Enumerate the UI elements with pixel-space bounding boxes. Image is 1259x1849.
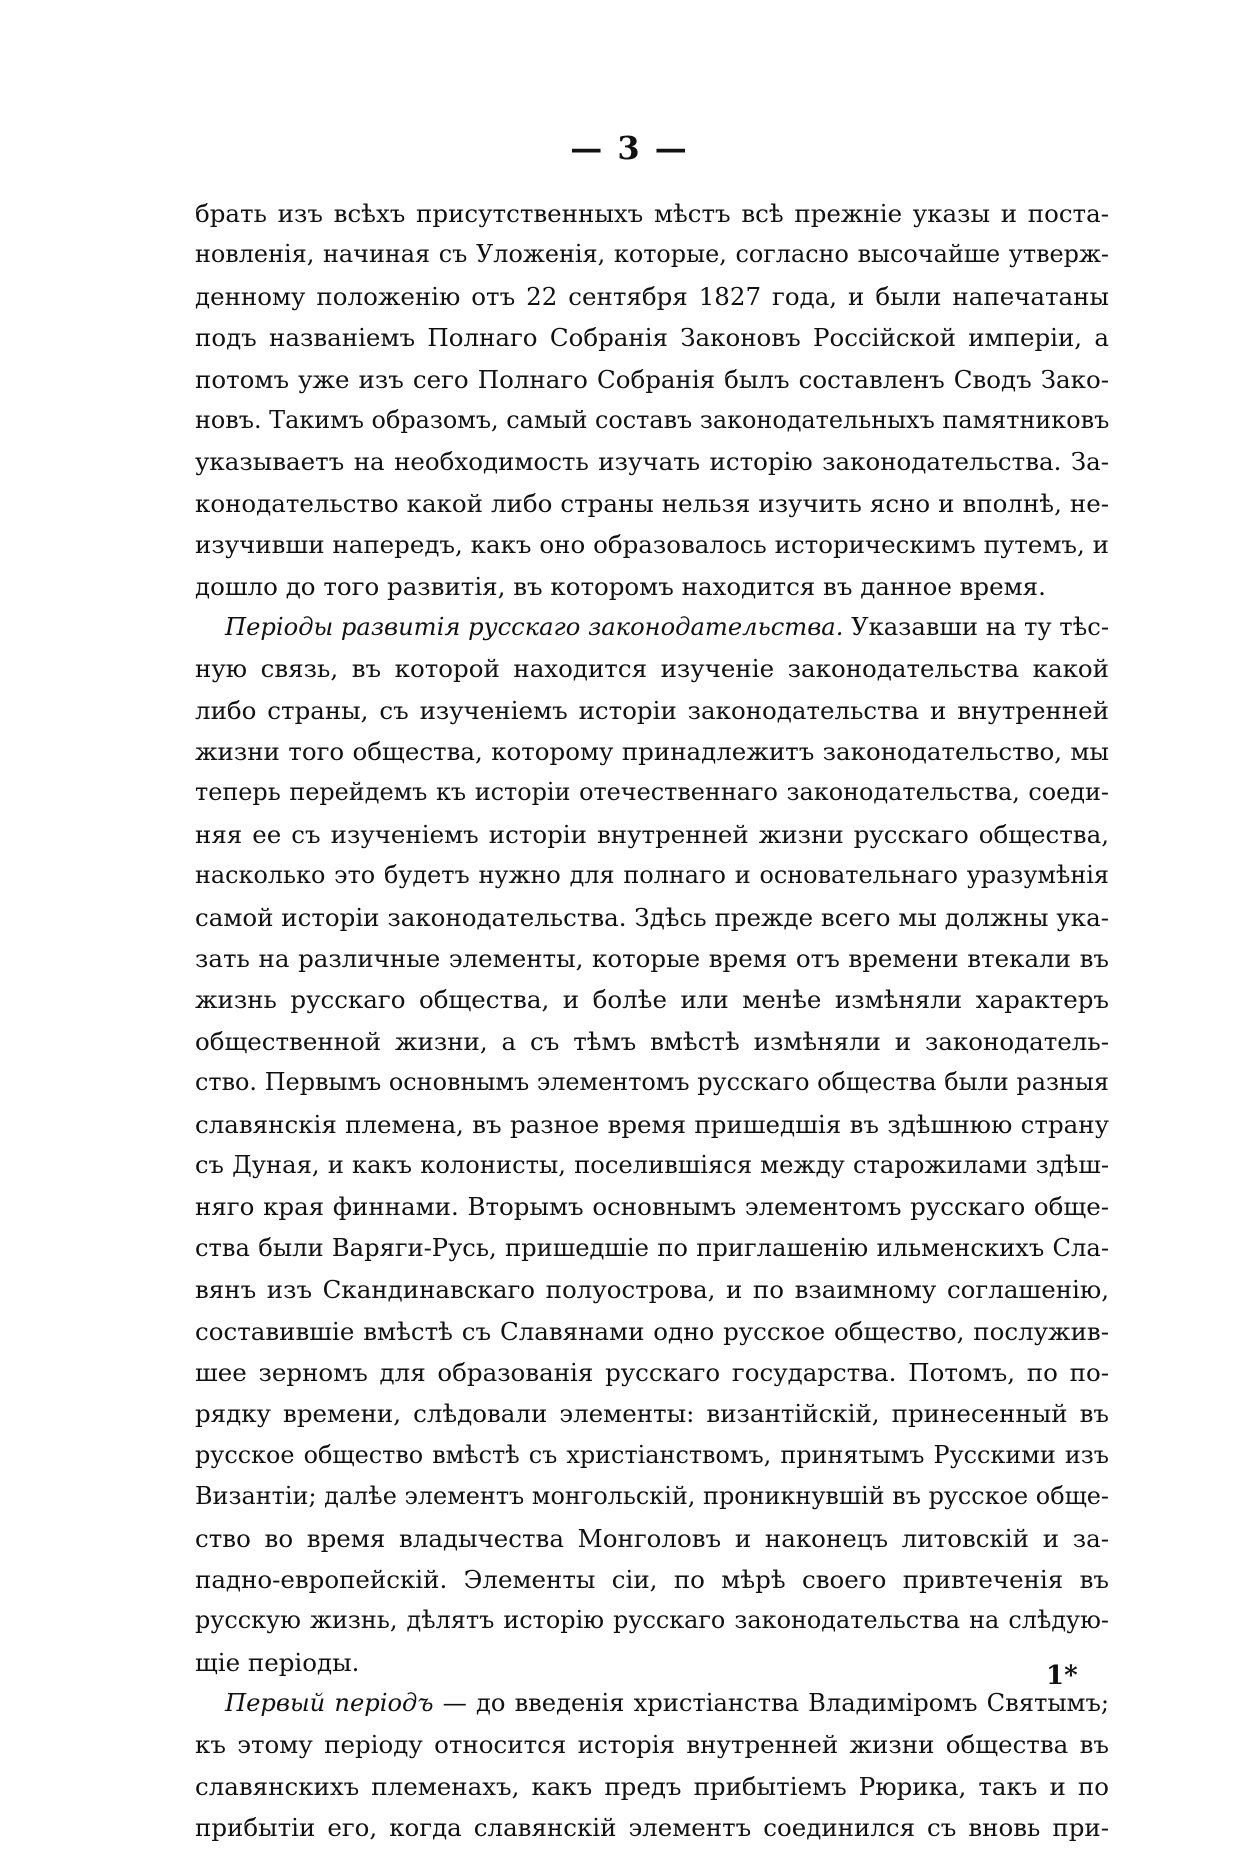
line-text: потомъ уже изъ сего Полнаго Собранія былъ составленъ Сводъ Зако- xyxy=(195,364,1109,394)
line-text: самой исторіи законодательства. Здѣсь прежде всего мы должны ука- xyxy=(195,902,1109,932)
line-text: либо страны, съ изученіемъ исторіи законодательства и внутренней xyxy=(195,695,1109,725)
text-line xyxy=(195,1104,1109,1145)
line-text: ство. Первымъ основнымъ элементомъ русскаго общества были разныя xyxy=(195,1068,1109,1097)
line-text: дошло до того развитія, въ которомъ находится въ данное время. xyxy=(195,571,1046,601)
text-line xyxy=(195,1228,1109,1269)
text-line xyxy=(195,1766,1109,1807)
line-text: ство во время владычества Монголовъ и наконецъ литовскій и за- xyxy=(195,1523,1109,1553)
text-line xyxy=(195,607,1109,648)
line-text: съ Дуная, и какъ колонисты, поселившіяся между старожилами здѣш- xyxy=(195,1150,1109,1179)
text-line xyxy=(195,1683,1109,1724)
line-text: зать на различные элементы, которые время отъ времени втекали въ xyxy=(195,944,1109,974)
line-text: ства были Варяги-Русь, пришедшіе по приглашенію ильменскихъ Сла- xyxy=(195,1233,1109,1262)
text-line xyxy=(195,1518,1109,1559)
text-line xyxy=(195,1021,1109,1062)
text-line xyxy=(195,1807,1109,1848)
line-text: насколько это будетъ нужно для полнаго и основательнаго уразумѣнія xyxy=(195,861,1109,890)
text-line xyxy=(195,1186,1109,1227)
italic-heading: Первый періодъ xyxy=(225,1689,434,1718)
text-line xyxy=(195,1352,1109,1393)
line-text: денному положенію отъ 22 сентября 1827 года, и были напечатаны xyxy=(195,281,1109,311)
line-text: новъ. Такимъ образомъ, самый составъ законодательныхъ памятниковъ xyxy=(195,405,1110,434)
line-text: русское общество вмѣстѣ съ христіанствомъ, принятымъ Русскими изъ xyxy=(195,1440,1109,1469)
line-text: падно-европейскій. Элементы сіи, по мѣрѣ своего привтеченія въ xyxy=(195,1564,1109,1594)
text-line xyxy=(195,938,1109,979)
line-text: прибытіи его, когда славянскій элементъ соединился съ вновь при- xyxy=(195,1813,1109,1843)
text-line xyxy=(195,1062,1109,1103)
line-text: составившіе вмѣстѣ съ Славянами одно русское общество, послужив- xyxy=(195,1316,1109,1346)
line-text: русскую жизнь, дѣлятъ исторію русскаго законодательства на слѣдую- xyxy=(195,1606,1109,1635)
text-line xyxy=(195,234,1109,275)
text-line xyxy=(195,566,1109,607)
text-line xyxy=(195,1476,1109,1517)
line-text: рядку времени, слѣдовали элементы: византійскій, принесенный въ xyxy=(195,1399,1109,1429)
text-line xyxy=(195,1435,1109,1476)
text-line xyxy=(195,1311,1109,1352)
line-text: указываетъ на необходимость изучать исторію законодательства. За- xyxy=(195,447,1109,477)
text-line xyxy=(195,772,1109,813)
line-text: Указавши на ту тѣс- xyxy=(843,612,1109,641)
line-text: къ этому періоду относится исторія внутренней жизни общества въ xyxy=(195,1730,1109,1760)
line-text: новленія, начиная съ Уложенія, которые, согласно высочайше утверж- xyxy=(195,240,1109,269)
line-text: ную связь, въ которой находится изученіе законодательства какой xyxy=(195,654,1109,684)
line-text: жизни того общества, которому принадлежитъ законодательство, мы xyxy=(195,737,1109,767)
text-line xyxy=(195,731,1109,772)
text-line xyxy=(195,524,1109,565)
text-line xyxy=(195,276,1109,317)
line-text: жизнь русскаго общества, и болѣе или менѣе измѣняли характеръ xyxy=(195,985,1109,1015)
text-line xyxy=(195,483,1109,524)
text-line xyxy=(195,1724,1109,1765)
text-line xyxy=(195,317,1109,358)
italic-heading: Періоды развитія русскаго законодательства. xyxy=(225,612,844,641)
text-line xyxy=(195,690,1109,731)
line-text: подъ названіемъ Полнаго Собранія Законовъ Россійской имперіи, а xyxy=(195,323,1109,353)
line-text: шее зерномъ для образованія русскаго государства. Потомъ, по по- xyxy=(195,1357,1109,1387)
line-text: теперь перейдемъ къ исторіи отечественнаго законодательства, соеди- xyxy=(195,778,1109,807)
text-line xyxy=(195,648,1109,689)
text-line xyxy=(195,441,1109,482)
text-line xyxy=(195,855,1109,896)
text-line xyxy=(195,979,1109,1020)
line-text: вянъ изъ Скандинавскаго полуострова, и по взаимному соглашенію, xyxy=(195,1275,1109,1305)
text-line xyxy=(195,1393,1109,1434)
line-text: — до введенія христіанства Владиміромъ Святымъ; xyxy=(433,1689,1109,1718)
line-text: няя ее съ изученіемъ исторіи внутренней жизни русскаго общества, xyxy=(195,819,1109,849)
page-number: — 3 — xyxy=(570,129,689,167)
line-text: изучивши напередъ, какъ оно образовалось историческимъ путемъ, и xyxy=(195,530,1109,560)
line-text: конодательство какой либо страны нельзя изучить ясно и вполнѣ, не- xyxy=(195,488,1109,518)
line-text: няго края финнами. Вторымъ основнымъ элементомъ русскаго обще- xyxy=(195,1192,1109,1222)
text-line xyxy=(195,1600,1109,1641)
text-line xyxy=(195,1559,1109,1600)
text-line xyxy=(195,359,1109,400)
text-line xyxy=(195,193,1109,234)
line-text: щіе періоды. xyxy=(195,1647,360,1677)
text-line xyxy=(195,814,1109,855)
signature-mark: 1* xyxy=(1046,1661,1078,1691)
text-line xyxy=(195,400,1109,441)
line-text: славянскихъ племенахъ, какъ предъ прибытіемъ Рюрика, такъ и по xyxy=(195,1771,1109,1801)
line-text: брать изъ всѣхъ присутственныхъ мѣстъ всѣ прежніе указы и поста- xyxy=(195,199,1109,228)
text-line xyxy=(195,1145,1109,1186)
line-text: общественной жизни, а съ тѣмъ вмѣстѣ измѣняли и законодатель- xyxy=(195,1026,1109,1056)
text-line xyxy=(195,1269,1109,1310)
text-line xyxy=(195,1642,1109,1683)
text-line xyxy=(195,897,1109,938)
line-text: Византіи; далѣе элементъ монгольскій, проникнувшій въ русское обще- xyxy=(195,1482,1109,1511)
body-text xyxy=(195,193,1109,1849)
line-text: славянскія племена, въ разное время пришедшія въ здѣшнюю страну xyxy=(195,1109,1109,1139)
